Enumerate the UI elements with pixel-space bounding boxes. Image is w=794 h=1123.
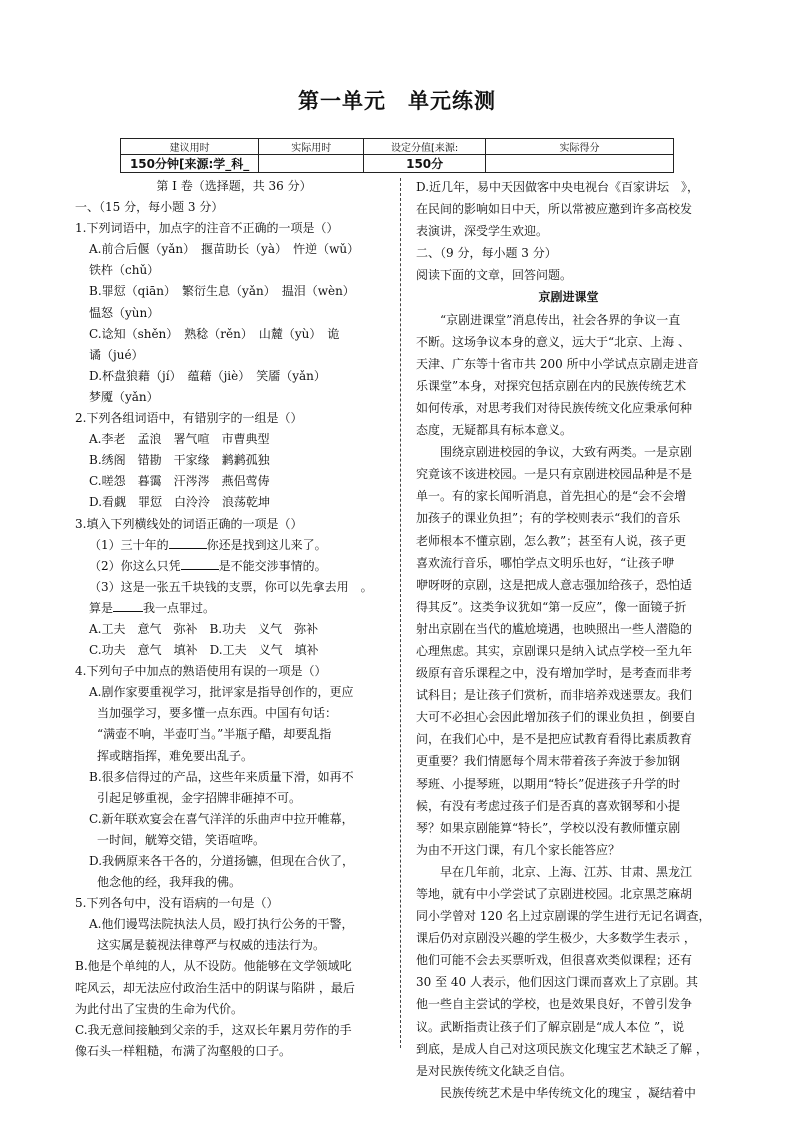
set-score-value: 150分: [364, 155, 486, 173]
article-line: 态度，无疑都具有标本意义。: [416, 423, 573, 438]
table-header-cell: 实际得分: [485, 139, 673, 155]
q3-options-cd: C.功夫 意气 填补 D.工夫 义气 填补: [89, 643, 319, 658]
article-line: 到底，是成人自己对这项民族文化瑰宝艺术缺乏了解 ，: [416, 1041, 708, 1056]
q3-s1-text: （1）三十年的: [89, 537, 169, 552]
article-line: 不断。这场争议本身的意义，远大于“北京、上海 、: [416, 334, 690, 349]
article-line: 究竟该不该进校园。一是只有京剧进校园品种是不是: [416, 467, 693, 482]
table-header-row: [121, 139, 674, 155]
q3-sentence-3-cont: [75, 598, 393, 619]
q3-s1-text-end: 你还是找到这儿来了。: [206, 537, 327, 552]
q1-option-b: B.罪愆（qiān） 繁衍生息（yǎn） 揾泪（wèn）: [89, 284, 355, 299]
q5-option-b-cont: 为此付出了宝贵的生命为代价。: [75, 1001, 244, 1016]
question-1: 1.下列词语中，加点字的注音不正确的一项是（）: [75, 221, 339, 236]
article-line: 琴？如果京剧能算“特长”，学校以没有教师懂京剧: [416, 820, 681, 835]
article-line: 加孩子的课业负担”；有的学校则表示“我们的音乐: [416, 511, 681, 526]
article-line: 试科目；是让孩子们赏析，而非培养戏迷票友。我们: [416, 688, 693, 703]
question-2: 2.下列各组词语中，有错别字的一组是（）: [75, 411, 303, 426]
q3-s3-text-end: 我一点罪过。: [143, 600, 216, 615]
article-line: 民族传统艺术是中华传统文化的瑰宝 ，凝结着中: [440, 1085, 696, 1100]
table-header-cell: 设定分值[来源:: [364, 139, 486, 155]
q5-option-c: C.我无意间接触到父亲的手，这双长年累月劳作的手: [75, 1022, 352, 1037]
q4-option-a: A.剧作家要重视学习，批评家是指导创作的，更应: [89, 685, 354, 700]
article-line: 得其反”。这类争议犹如“第一反应”，像一面镜子折: [416, 599, 687, 614]
article-line: 射出京剧在当代的尴尬境遇，也映照出一些人潜隐的: [416, 621, 693, 636]
actual-score-value: [485, 155, 673, 173]
q5-option-c-cont: 像石头一样粗糙，布满了沟壑般的口子。: [75, 1043, 292, 1058]
article-line: 如何传承，对思考我们对待民族传统文化应秉承何种: [416, 400, 693, 415]
article-line: 更重要？我们情愿每个周末带着孩子奔波于参加钢: [416, 754, 681, 769]
q4-option-b: B.很多信得过的产品，这些年来质量下滑，如再不: [89, 769, 354, 784]
article-line: 天津、广东等十省市共 200 所中小学试点京剧走进音: [416, 356, 699, 371]
time-score-table: [120, 138, 674, 173]
article-line: “京剧进课堂”消息传出，社会各界的争议一直: [440, 312, 681, 327]
q5-option-d: D.近几年，易中天因做客中央电视台《百家讲坛 》，: [416, 180, 700, 194]
q5-option-a-cont: 这实属是藐视法律尊严与权威的违法行为。: [97, 938, 326, 953]
q5-option-b-cont: 咤风云，却无法应付政治生活中的阴谋与陷阱 ，最后: [75, 980, 355, 995]
article-line: 心理焦虑。其实，京剧课只是纳入试点学校一至九年: [416, 643, 693, 658]
q1-option-c-cont: 谲（jué）: [89, 347, 144, 362]
fill-blank: [181, 557, 219, 570]
article-line: 早在几年前，北京、上海、江苏、甘肃、黑龙江: [440, 864, 693, 879]
q1-option-d: D.杯盘狼藉（jí） 蕴藉（jiè） 笑靥（yǎn）: [89, 368, 326, 383]
article-line: 大可不必担心会因此增加孩子们的课业负担 ，倒要自: [416, 710, 696, 725]
fill-blank: [169, 536, 207, 549]
q1-option-b-cont: 愠怒（yùn）: [89, 305, 160, 320]
article-line: 问，在我们心中，是不是把应试教育看得比素质教育: [416, 732, 693, 747]
article-line: 为由不开这门课，有几个家长能答应？: [416, 842, 621, 857]
section-heading: 第 I 卷（选择题，共 36 分）: [156, 179, 312, 193]
q4-option-d-cont: 他念他的经，我拜我的佛。: [97, 875, 242, 890]
article-line: 喜欢流行音乐，哪怕学点文明乐也好，“让孩子咿: [416, 555, 675, 570]
article-line: 老师根本不懂京剧，怎么教”；甚至有人说，孩子更: [416, 533, 687, 548]
question-3: 3.填入下列横线处的词语正确的一项是（）: [75, 516, 303, 531]
q4-option-a-cont: “满壶不响，半壶叮当。”半瓶子醋，却要乱指: [97, 727, 332, 742]
article-line: 咿呀呀的京剧，这是把成人意志强加给孩子，恐怕适: [416, 577, 693, 592]
q1-option-c: C.谂知（shěn） 熟稔（rěn） 山麓（yù） 诡: [89, 326, 340, 341]
article-line: 候，有没有考虑过孩子们是否真的喜欢钢琴和小提: [416, 798, 681, 813]
article-line: 同小学曾对 120 名上过京剧课的学生进行无记名调查，: [416, 909, 711, 924]
q1-option-a-cont: 铁杵（chǔ）: [89, 263, 160, 278]
q5-option-a: A.他们谩骂法院执法人员，殴打执行公务的干警，: [89, 917, 354, 932]
table-header-cell: 实际用时: [259, 139, 364, 155]
q3-s2-text: （2）你这么只凭: [89, 558, 181, 573]
q1-option-a: A.前合后偃（yǎn） 揠苗助长（yà） 忤逆（wǔ）: [89, 242, 360, 257]
q4-option-c-cont: 一时间，觥筹交错，笑语喧哗。: [97, 832, 266, 847]
article-line: 级原有音乐课程之中，没有增加学时，是考查而非考: [416, 666, 693, 681]
right-column: [416, 176, 721, 1104]
q2-option-d: D.看觑 罪愆 白泠泠 浪荡乾坤: [89, 495, 271, 510]
part-heading: 二、（9 分，每小题 3 分）: [416, 246, 557, 261]
fill-blank: [113, 599, 143, 612]
q4-option-c: C.新年联欢宴会在喜气洋洋的乐曲声中拉开帷幕，: [89, 811, 354, 826]
article-line: 琴班、小提琴班，以期用“特长”促进孩子升学的时: [416, 776, 681, 791]
article-line: 议。武断指责让孩子们了解京剧是“成人本位 ”，说: [416, 1019, 685, 1034]
left-column: [75, 176, 393, 1062]
q2-option-a: A.李老 孟浪 署气喧 市曹典型: [89, 432, 270, 447]
article-line: 乐课堂”本身，对探究包括京剧在内的民族传统艺术: [416, 378, 687, 393]
q1-option-d-cont: 梦魇（yǎn）: [89, 389, 159, 404]
q3-sentence-1: [75, 535, 393, 556]
question-4: 4.下列句子中加点的熟语使用有误的一项是（）: [75, 664, 327, 679]
column-divider: [400, 178, 401, 1048]
article-line: 是对民族传统文化缺乏自信。: [416, 1063, 573, 1078]
article-line: 单一。有的家长闻听消息，首先担心的是“会不会增: [416, 489, 687, 504]
q3-s2-text-end: 是不能交涉事情的。: [218, 558, 327, 573]
article-line: 30 至 40 人表示，他们因这门课而喜欢上了京剧。其: [416, 975, 698, 990]
table-header-cell: 建议用时: [121, 139, 259, 155]
reading-instruction: 阅读下面的文章，回答问题。: [416, 268, 573, 283]
q3-sentence-3: （3）这是一张五千块钱的支票，你可以先拿去用 。: [89, 579, 373, 594]
suggested-time-value: 150分钟[来源:学_科_: [121, 155, 259, 173]
q4-option-d: D.我俩原来各干各的，分道扬镳，但现在合伙了，: [89, 854, 355, 868]
article-line: 他一些自主尝试的学校，也是效果良好，不曾引发争: [416, 997, 693, 1012]
article-line: 等地，就有中小学尝试了京剧进校园。北京黑芝麻胡: [416, 887, 693, 901]
part-heading: 一、（15 分，每小题 3 分）: [75, 200, 224, 215]
article-title: 京剧进课堂: [538, 290, 599, 305]
q5-option-d-cont: 表演讲，深受学生欢迎。: [416, 224, 549, 239]
q5-option-d-cont: 在民间的影响如日中天，所以常被应邀到许多高校发: [416, 202, 693, 217]
q3-options-ab: A.工夫 意气 弥补 B.功夫 义气 弥补: [89, 621, 319, 636]
q3-sentence-2: [75, 556, 393, 577]
q5-option-b: B.他是个单纯的人，从不设防。他能够在文学领域叱: [75, 959, 352, 974]
q4-option-a-cont: 挥或瞎指挥，难免要出乱子。: [97, 748, 254, 763]
page-title: 第一单元 单元练测: [298, 89, 496, 113]
actual-time-value: [259, 155, 364, 173]
q3-s3-text: 算是: [89, 600, 114, 615]
table-value-row: [121, 155, 674, 173]
q4-option-a-cont: 当加强学习，要多懂一点东西。中国有句话：: [97, 706, 338, 721]
question-5: 5.下列各句中，没有语病的一句是（）: [75, 896, 279, 911]
q4-option-b-cont: 引起足够重视，金字招牌非砸掉不可。: [97, 790, 302, 805]
article-line: 他们可能不会去买票听戏，但很喜欢类似课程；还有: [416, 953, 693, 968]
q2-option-c: C.嗟怨 暮霭 汗涔涔 燕侣莺俦: [89, 474, 270, 489]
q2-option-b: B.绣阁 错勘 干家缘 鹣鹣孤独: [89, 453, 270, 468]
article-line: 课后仍对京剧没兴趣的学生极少，大多数学生表示 ，: [416, 931, 696, 946]
article-line: 围绕京剧进校园的争议，大致有两类。一是京剧: [440, 445, 693, 460]
